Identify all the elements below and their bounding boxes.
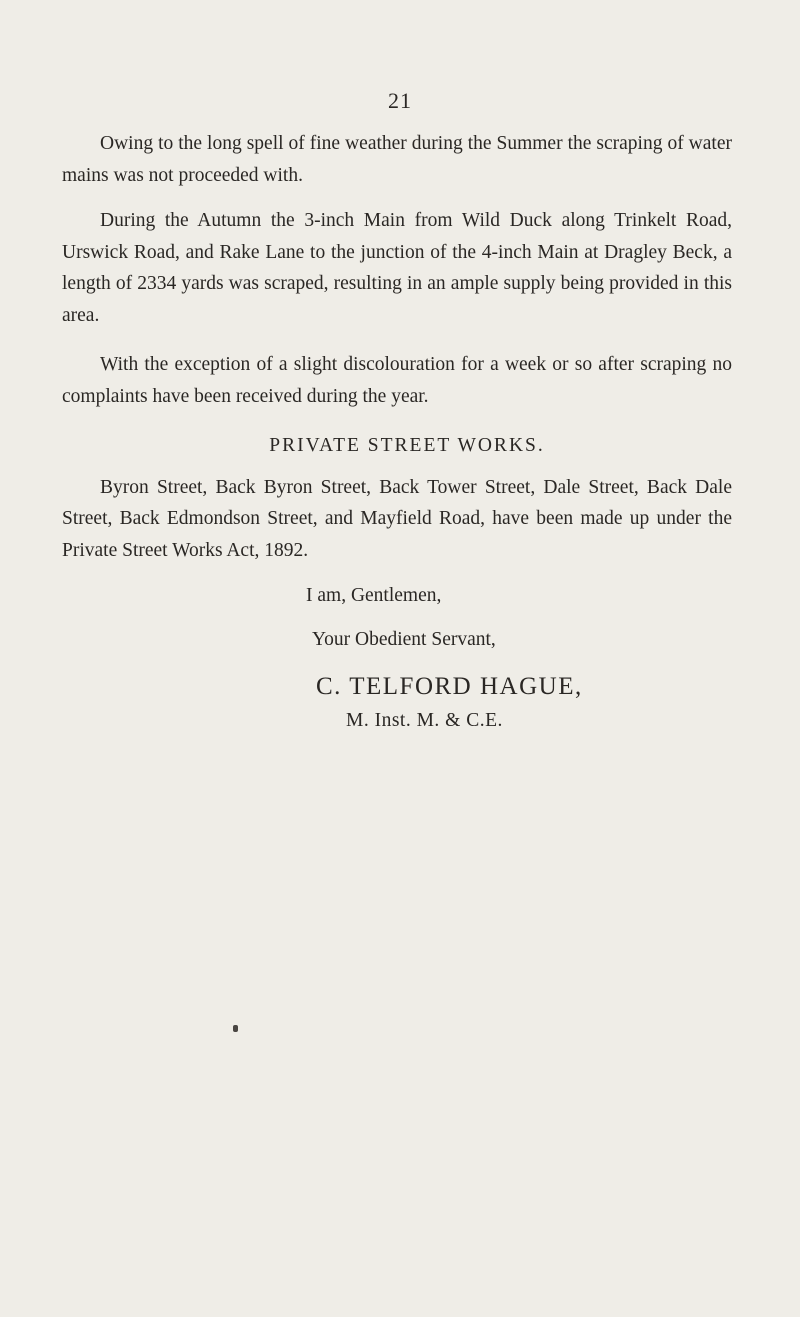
signature-qualifications: M. Inst. M. & C.E. (346, 710, 503, 731)
salutation: I am, Gentlemen, (306, 585, 442, 606)
valediction: Your Obedient Servant, (312, 628, 496, 650)
paragraph-private-street-works: Byron Street, Back Byron Street, Back Tower Street, Dale Street, Back Dale Street, Back Edmondson Street, and Mayfield Road, have been made up under the Private Street Works Act, 1892. (62, 476, 732, 561)
signature-name: C. TELFORD HAGUE, (316, 673, 583, 700)
ink-speck (233, 1025, 238, 1032)
page-number: 21 (388, 88, 412, 113)
report-body (62, 128, 732, 737)
section-heading: PRIVATE STREET WORKS. (269, 435, 545, 456)
paragraph-complaints: With the exception of a slight discolouration for a week or so after scraping no complaints have been received during the year. (62, 354, 732, 407)
paragraph-weather: Owing to the long spell of fine weather during the Summer the scraping of water mains was not proceeded with. (62, 133, 732, 186)
paragraph-autumn: During the Autumn the 3-inch Main from Wild Duck along Trinkelt Road, Urswick Road, and Rake Lane to the junction of the 4-inch Main at Dragley Beck, a length of 2334 yards was scraped, resulting in an ample supply being provided in this area. (62, 210, 732, 326)
